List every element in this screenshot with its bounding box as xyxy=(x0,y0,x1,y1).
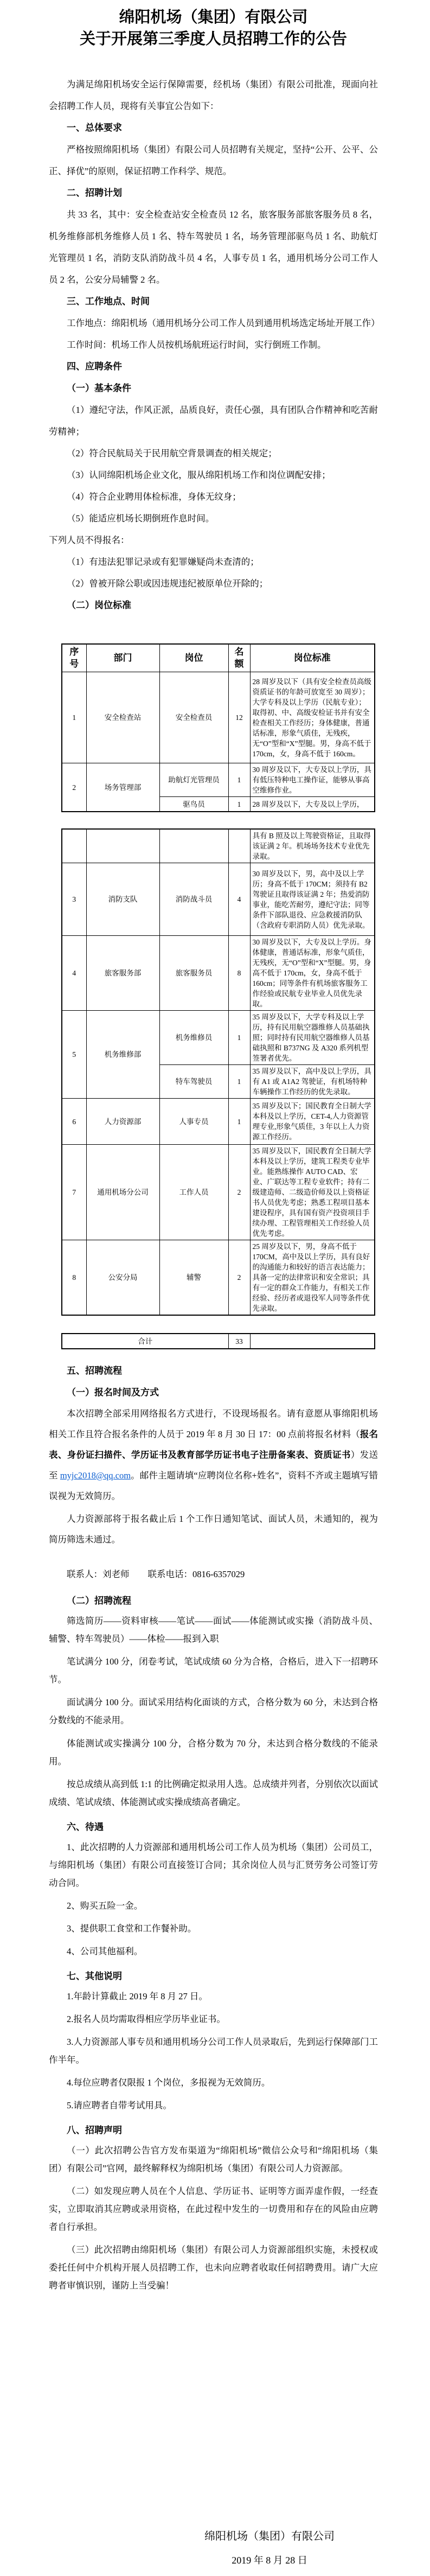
cell-seq: 7 xyxy=(62,1145,86,1240)
col-header-seq xyxy=(62,644,86,672)
cell-standard: 28 周岁及以下，大专及以上学历， xyxy=(250,797,375,812)
cell-dept: 安全检查站 xyxy=(86,672,159,763)
cell-seq-empty xyxy=(62,829,86,863)
table-row-bird-continued xyxy=(62,829,375,863)
doc-title-line2: 关于开展第三季度人员招聘工作的公告 xyxy=(79,30,347,48)
paragraph-contact xyxy=(49,1564,378,1585)
col-header-post: 岗位 xyxy=(159,644,228,672)
signature-block xyxy=(199,2528,340,2567)
cell-post: 安全检查员 xyxy=(159,672,228,763)
table-row-total xyxy=(62,1334,375,1349)
section-7-heading: 七、其他说明 xyxy=(67,1971,122,1981)
table-row-security xyxy=(62,672,375,763)
cell-post: 机务维修员 xyxy=(159,1011,228,1065)
other-note-4: 4.每位应聘者仅限报 1 个岗位，多报视为无效简历。 xyxy=(67,2077,271,2088)
cell-post: 辅警 xyxy=(159,1240,228,1316)
table-row-maintenance-mechanic xyxy=(62,1011,375,1065)
other-note-3: 3.人力资源部人事专员和通用机场分公司工作人员录取后，先到运行保障部门工作半年。 xyxy=(49,2037,378,2065)
col-header-quota-text: 名额 xyxy=(234,647,244,669)
cell-dept: 机务维修部 xyxy=(86,1011,159,1099)
section-4-sub1-heading: （一）基本条件 xyxy=(67,383,131,393)
cell-seq: 8 xyxy=(62,1240,86,1316)
cell-total-standard-empty xyxy=(250,1334,375,1349)
cell-seq: 6 xyxy=(62,1099,86,1145)
statement-3: （三）此次招聘由绵阳机场（集团）有限公司人力资源部组织实施，未授权或委托任何中介机构开展人员招聘工作，也未向应聘者收取任何招聘费用。请广大应聘者审慎识别，谨防上当受骗！ xyxy=(49,2245,378,2291)
apply-text-mid: ）发送至 xyxy=(49,1450,378,1481)
other-note-1: 1.年龄计算截止 2019 年 8 月 27 日。 xyxy=(67,1991,208,2001)
doc-title xyxy=(49,7,378,50)
cell-standard: 具有 B 照及以上驾驶资格证，且取得该证满 2 年。机场场务技术专业优先录取。 xyxy=(250,829,375,863)
section-4-heading: 四、应聘条件 xyxy=(67,361,122,372)
benefit-1: 1、此次招聘的人力资源部和通用机场公司工作人员为机场（集团）公司员工，与绵阳机场（集团）有限公司直接签订合同；其余岗位人员与汇贤劳务公司签订劳动合同。 xyxy=(49,1842,378,1888)
cell-quota: 2 xyxy=(228,1145,250,1240)
paragraph-apply xyxy=(49,1404,378,1507)
paragraph-interview: 面试满分 100 分。面试采用结构化面谈的方式，合格分数为 60 分，未达到合格分数线的不能录用。 xyxy=(49,1697,378,1725)
section-3-worktime: 工作时间：机场工作人员按机场航班运行时间，实行倒班工作制。 xyxy=(67,340,326,350)
cell-post: 旅客服务员 xyxy=(159,936,228,1011)
cell-post: 驱鸟员 xyxy=(159,797,228,812)
cell-quota: 1 xyxy=(228,797,250,812)
cell-post: 人事专员 xyxy=(159,1099,228,1145)
cell-standard: 25 周岁及以下，男，身高不低于 170CM，高中及以上学历，具有良好的沟通能力和较好的语言表达能力；具备一定的法律常识和安全常识；具有一定的群众工作能力，有相关工作经验、经历者或退役军人同等条件优先录取。 xyxy=(250,1240,375,1316)
benefit-2: 2、购买五险一金。 xyxy=(67,1901,143,1911)
paragraph-notify: 人力资源部将于报名截止后 1 个工作日通知笔试、面试人员，未通知的，视为简历筛选未通过。 xyxy=(49,1514,378,1545)
cell-standard: 35 周岁及以下，高中及以上学历，具有 A1 或 A1A2 驾驶证，有机场特种车辆操作工作经历的优先录取。 xyxy=(250,1065,375,1099)
cell-quota: 1 xyxy=(228,1065,250,1099)
cell-dept-empty xyxy=(86,829,159,863)
not-allowed-2: （2）曾被开除公职或因违规违纪被原单位开除的； xyxy=(67,578,268,589)
table-row-police xyxy=(62,1240,375,1316)
section-6-heading: 六、待遇 xyxy=(67,1822,104,1832)
cell-dept: 公安分局 xyxy=(86,1240,159,1316)
table-row-general-airport xyxy=(62,1145,375,1240)
email-link[interactable]: myjc2018@qq.com xyxy=(60,1470,131,1481)
table-row-field-mgmt-light xyxy=(62,763,375,797)
cell-dept: 场务管理部 xyxy=(86,763,159,812)
cell-dept: 人力资源部 xyxy=(86,1099,159,1145)
cell-post-empty xyxy=(159,829,228,863)
section-4-sub2-heading: （二）岗位标准 xyxy=(67,600,131,610)
cell-seq: 3 xyxy=(62,863,86,936)
cell-total-label: 合计 xyxy=(62,1334,228,1349)
positions-table-part2 xyxy=(61,828,375,1316)
table-header-row xyxy=(62,644,375,672)
section-5-sub2-heading: （二）招聘流程 xyxy=(67,1596,131,1606)
benefit-4: 4、公司其他福利。 xyxy=(67,1946,143,1956)
cell-post: 助航灯光管理员 xyxy=(159,763,228,797)
cell-quota: 1 xyxy=(228,1011,250,1065)
cell-quota-empty xyxy=(228,829,250,863)
paragraph-intro: 为满足绵阳机场安全运行保障需要，经机场（集团）有限公司批准，现面向社会招聘工作人员，现将有关事宜公告如下： xyxy=(49,79,378,111)
cell-seq: 4 xyxy=(62,936,86,1011)
cell-quota: 8 xyxy=(228,936,250,1011)
other-note-2: 2.报名人员均需取得相应学历毕业证书。 xyxy=(67,2014,226,2024)
cell-quota: 4 xyxy=(228,863,250,936)
col-header-standard: 岗位标准 xyxy=(250,644,375,672)
cell-standard: 35 周岁及以下；国民教育全日制大学本科及以上学历，CET-4,人力资源管理专业,形象气质佳，3 年以上人力资源工作经历。 xyxy=(250,1099,375,1145)
section-2-heading: 二、招聘计划 xyxy=(67,188,122,198)
section-1-heading: 一、总体要求 xyxy=(67,123,122,133)
cell-standard: 35 周岁及以下，国民教育全日制大学本科及以上学历，建筑工程类专业毕业。能熟练操作 AUTO CAD、宏业、广联达等工程专业软件；持有二级建造师、二级造价师及以上资格证书人员优先考虑；熟悉工程项目基本建设程序，具有国有资产投资项目手续办理、工程管理相关工作经验人员优先考虑。 xyxy=(250,1145,375,1240)
benefit-3: 3、提供职工食堂和工作餐补助。 xyxy=(67,1923,197,1934)
section-3-heading: 三、工作地点、时间 xyxy=(67,296,150,307)
cell-quota: 1 xyxy=(228,1099,250,1145)
cell-post: 特车驾驶员 xyxy=(159,1065,228,1099)
table-row-hr xyxy=(62,1099,375,1145)
cell-seq: 2 xyxy=(62,763,86,812)
cell-seq: 5 xyxy=(62,1011,86,1099)
paragraph-written-test: 笔试满分 100 分，闭卷考试，笔试成绩 60 分为合格，合格后，进入下一招聘环节。 xyxy=(49,1656,378,1685)
cell-dept: 通用机场分公司 xyxy=(86,1145,159,1240)
cell-dept: 旅客服务部 xyxy=(86,936,159,1011)
other-note-5: 5.请应聘者自带考试用具。 xyxy=(67,2100,172,2110)
cell-total-quota: 33 xyxy=(228,1334,250,1349)
section-1-body: 严格按照绵阳机场（集团）有限公司人员招聘有关规定，坚持“公开、公平、公正、择优”的原则，保证招聘工作科学、规范。 xyxy=(49,144,378,176)
basic-condition-4: （4）符合企业聘用体检标准，身体无纹身； xyxy=(67,492,241,502)
paragraph-physical-test: 体能测试或实操满分 100 分，合格分数为 70 分，未达到合格分数线的不能录用。 xyxy=(49,1738,378,1767)
positions-table-total xyxy=(61,1333,375,1349)
cell-quota: 2 xyxy=(228,1240,250,1316)
section-5-heading: 五、招聘流程 xyxy=(67,1366,122,1376)
section-3-workplace: 工作地点：绵阳机场（通用机场分公司工作人员到通用机场选定场址开展工作） xyxy=(67,318,380,328)
cell-post: 工作人员 xyxy=(159,1145,228,1240)
signature-date: 2019 年 8 月 28 日 xyxy=(232,2555,307,2566)
positions-table-part1 xyxy=(61,643,375,812)
cell-standard: 30 周岁及以下，大专及以上学历，具有低压特种电工操作证，能够从事高空维修作业。 xyxy=(250,763,375,797)
cell-standard: 28 周岁及以下（具有安全检查员高级资质证书的年龄可放宽至 30 周岁）；大学专科及以上学历（民航专业）；取得初、中、高级安检证书并有安全检查相关工作经历；身体健康，普通话标准，形象气质佳，无残疾，无“O”型和“X”型腿。男，身高不低于 170cm，女，身高不低于 160cm。 xyxy=(250,672,375,763)
basic-condition-5: （5）能适应机场长期倒班作息时间。 xyxy=(67,513,215,524)
section-8-heading: 八、招聘声明 xyxy=(67,2125,122,2135)
table-row-passenger-service xyxy=(62,936,375,1011)
cell-standard: 35 周岁及以下，大学专科及以上学历，持有民用航空器维修人员基础执照；同时持有民用航空器维修人员基础执照和 B737NG 及 A320 系列机型签署者优先。 xyxy=(250,1011,375,1065)
basic-condition-1: （1）遵纪守法，作风正派，品质良好，责任心强，具有团队合作精神和吃苦耐劳精神； xyxy=(49,405,378,437)
table-row-fire-brigade xyxy=(62,863,375,936)
col-header-quota xyxy=(228,644,250,672)
doc-title-line1: 绵阳机场（集团）有限公司 xyxy=(119,9,308,26)
not-allowed-intro: 下列人员不得报名： xyxy=(49,535,130,545)
contact-person: 联系人：刘老师 xyxy=(67,1569,130,1579)
apply-text-pre: 本次招聘全部采用网络报名方式进行，不设现场报名。请有意愿从事绵阳机场相关工作且符合报名条件的人员于 2019 年 8 月 30 日 17：00 点前将报名材料（ xyxy=(49,1408,378,1439)
not-allowed-1: （1）有违法犯罪记录或有犯罪嫌疑尚未查清的； xyxy=(67,557,259,567)
cell-standard: 30 周岁及以下，男，高中及以上学历；身高不低于 170CM；须持有 B2 驾驶证且取得该证满 2 年；热爱消防事业，能吃苦耐劳，遵纪守法；同等条件下部队退役、应急救援消防队（含政府专职消防人员）优先录取。 xyxy=(250,863,375,936)
cell-seq: 1 xyxy=(62,672,86,763)
section-5-sub1-heading: （一）报名时间及方式 xyxy=(67,1387,159,1398)
cell-dept: 消防支队 xyxy=(86,863,159,936)
cell-quota: 1 xyxy=(228,763,250,797)
basic-condition-3: （3）认同绵阳机场企业文化，服从绵阳机场工作和岗位调配安排； xyxy=(67,470,331,480)
paragraph-flow: 筛选简历——资料审核——笔试——面试——体能测试或实操（消防战斗员、辅警、特车驾驶员）——体检——报到入职 xyxy=(49,1616,378,1644)
apply-materials-bold: 报名表、身份证扫描件、学历证书及教育部学历证书电子注册备案表、资质证书 xyxy=(49,1429,378,1460)
section-2-body: 共 33 名，其中：安全检查站安全检查员 12 名，旅客服务部旅客服务员 8 名，机务维修部机务维修人员 1 名、特车驾驶员 1 名，场务管理部驱鸟员 1 名、助航灯光管理员 1 名，消防支队消防战斗员 4 名，人事专员 1 名，通用机场分公司工作人员 2 名，公安分局辅警 2 名。 xyxy=(49,209,378,285)
basic-condition-2: （2）符合民航局关于民用航空背景调查的相关规定； xyxy=(67,448,277,458)
statement-2: （二）如发现应聘人员在个人信息、学历证书、证明等方面弄虚作假，一经查实，立即取消其应聘或录用资格，在此过程中发生的一切费用和存在的风险由应聘者自行承担。 xyxy=(49,2186,378,2232)
cell-post: 消防战斗员 xyxy=(159,863,228,936)
cell-standard: 30 周岁及以下，大专及以上学历。身体健康，普通话标准，形象气质佳，无残疾，无“O”型和“X”型腿。男，身高不低于 170cm，女，身高不低于 160cm；同等条件有机场旅客服务工作经验或民航专业毕业人员优先录取。 xyxy=(250,936,375,1011)
signature-company: 绵阳机场（集团）有限公司 xyxy=(204,2530,335,2542)
cell-quota: 12 xyxy=(228,672,250,763)
col-header-dept: 部门 xyxy=(86,644,159,672)
statement-1: （一）此次招聘公告官方发布渠道为“绵阳机场”微信公众号和“绵阳机场（集团）有限公司”官网，最终解释权为绵阳机场（集团）有限公司人力资源部。 xyxy=(49,2145,378,2173)
contact-phone: 联系电话：0816-6357029 xyxy=(147,1569,245,1579)
col-header-seq-text: 序号 xyxy=(69,647,79,669)
apply-text-post: 。邮件主题请填“应聘岗位名称+姓名”，资料不齐或主题填写错误视为无效简历。 xyxy=(49,1470,378,1501)
paragraph-ranking: 按总成绩从高到低 1:1 的比例确定拟录用人选。总成绩并列者，分别依次以面试成绩、笔试成绩、体能测试或实操成绩高者确定。 xyxy=(49,1779,378,1807)
